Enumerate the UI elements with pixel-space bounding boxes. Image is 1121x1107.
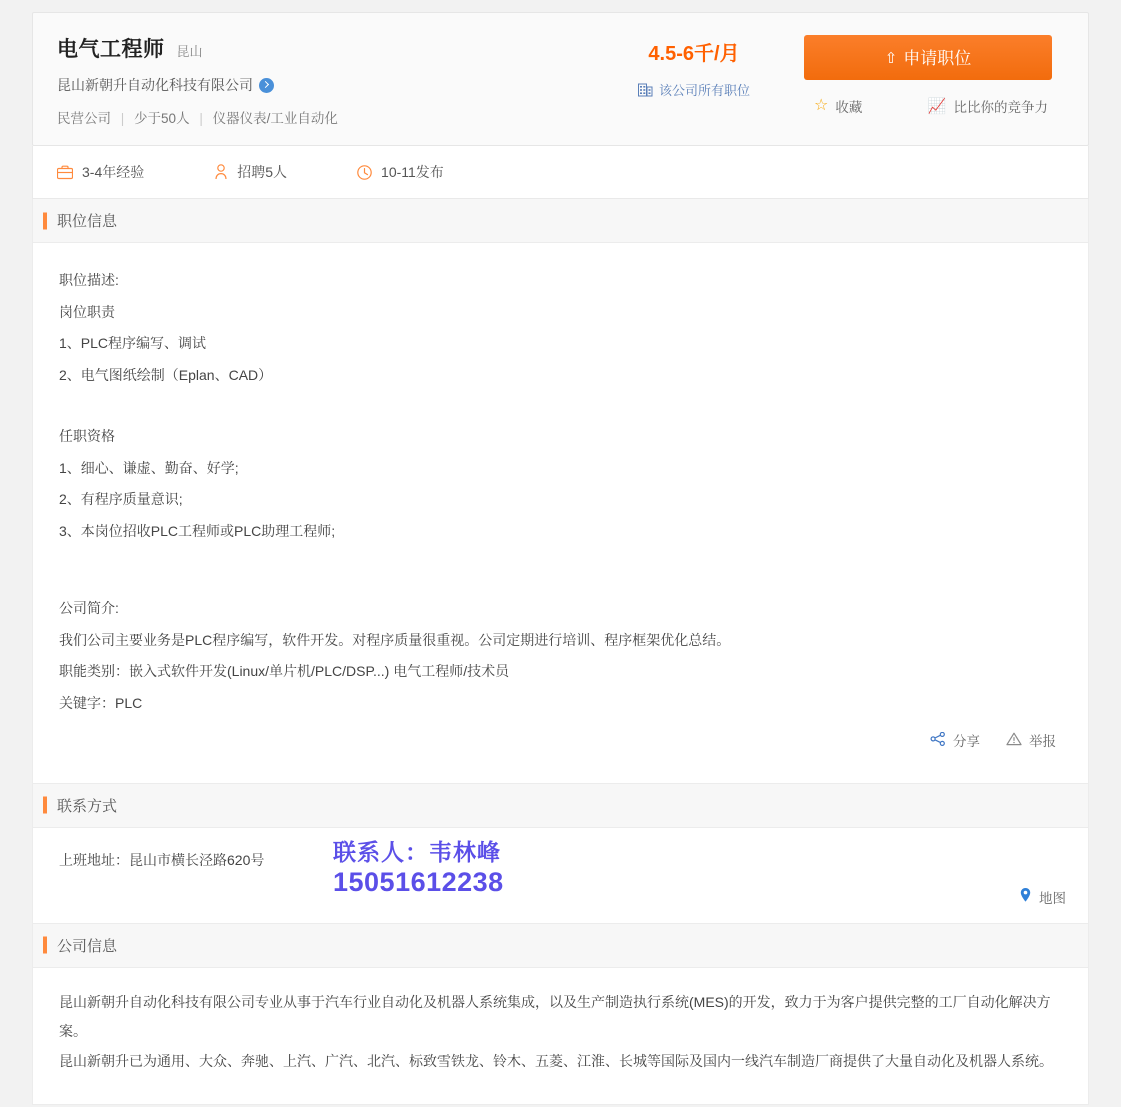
contact-body (32, 828, 1089, 924)
qualification-item: 3、本岗位招收PLC工程师或PLC助理工程师; (59, 522, 336, 539)
company-intro-text: 我们公司主要业务是PLC程序编写，软件开发。对程序质量很重视。公司定期进行培训、程序框架优化总结。 (59, 631, 731, 648)
job-description-footer (59, 719, 1062, 773)
stat-experience (57, 162, 144, 182)
job-header-card (32, 12, 1089, 146)
map-label: 地图 (1039, 890, 1066, 906)
qualification-item: 1、细心、谦虚、勤奋、好学; (59, 459, 239, 476)
description-head: 职位描述: (59, 272, 119, 288)
meta-divider: | (120, 111, 125, 126)
salary-block (584, 33, 804, 99)
briefcase-icon (57, 165, 73, 180)
company-name[interactable]: 昆山新朝升自动化科技有限公司 (57, 77, 253, 93)
share-label: 分享 (953, 733, 980, 749)
stat-experience-label: 3-4年经验 (82, 164, 145, 180)
company-paragraph: 昆山新朝升已为通用、大众、奔驰、上汽、广汽、北汽、标致雪铁龙、铃木、五菱、江淮、长城等国际及国内一线汽车制造厂商提供了大量自动化及机器人系统。 (59, 1052, 1053, 1069)
page-title: 电气工程师 (57, 38, 165, 61)
person-icon (214, 164, 228, 180)
section-header-contact (32, 784, 1089, 828)
company-intro-title: 公司简介: (59, 600, 119, 616)
job-city: 昆山 (176, 44, 203, 59)
meta-divider: | (199, 111, 203, 126)
company-industry: 仪器仪表/工业自动化 (212, 111, 338, 126)
map-button[interactable] (1019, 887, 1066, 907)
section-title-job-info: 职位信息 (57, 213, 118, 230)
function-category-value: 嵌入式软件开发(Linux/单片机/PLC/DSP...) 电气工程师/技术员 (129, 663, 510, 679)
duty-title: 岗位职责 (59, 303, 115, 320)
share-icon (930, 725, 946, 759)
job-stats-bar (32, 146, 1089, 199)
work-address-value: 昆山市横长泾路620号 (129, 851, 265, 868)
stat-headcount (214, 162, 287, 182)
blank-line (59, 391, 1062, 421)
function-category-label: 职能类别： (59, 663, 129, 679)
salary-text: 4.5-6千/月 (648, 43, 740, 65)
duty-item: 1、PLC程序编写、调试 (59, 335, 207, 351)
all-company-jobs-link[interactable] (584, 80, 804, 99)
clock-icon (357, 165, 372, 180)
keyword-row (59, 688, 1062, 720)
qualification-title: 任职资格 (59, 428, 115, 444)
building-icon (638, 83, 653, 97)
blank-line (59, 547, 1062, 593)
share-button[interactable] (930, 725, 980, 759)
stat-publish-date (357, 162, 444, 182)
title-row (57, 33, 584, 63)
favorite-button[interactable] (814, 96, 862, 116)
job-actions (804, 33, 1064, 116)
keyword-label: 关键字： (59, 694, 115, 711)
function-category-row (59, 656, 1062, 688)
apply-button[interactable] (804, 35, 1052, 80)
report-label: 举报 (1029, 733, 1056, 749)
job-description-body (32, 243, 1089, 784)
company-nature: 民营公司 (57, 111, 111, 126)
section-header-company-info (32, 924, 1089, 968)
work-address-label: 上班地址： (59, 851, 129, 868)
map-pin-icon (1019, 887, 1032, 906)
section-header-job-info (32, 199, 1089, 243)
bar-chart-icon: 📈 (927, 97, 947, 115)
job-summary (57, 33, 584, 127)
section-title-company-info: 公司信息 (57, 937, 118, 955)
warning-triangle-icon (1006, 725, 1022, 759)
section-title-contact: 联系方式 (57, 797, 118, 815)
keyword-value: PLC (115, 694, 143, 711)
contact-phone-overlay: 15051612238 (333, 866, 504, 897)
competitiveness-label: 比比你的竞争力 (953, 100, 1048, 115)
qualification-item: 2、有程序质量意识; (59, 491, 183, 507)
stat-publish-date-label: 10-11发布 (381, 164, 444, 180)
competitiveness-button[interactable] (928, 96, 1048, 116)
star-icon: ☆ (814, 97, 829, 114)
company-paragraph: 昆山新朝升自动化科技有限公司专业从事于汽车行业自动化及机器人系统集成，以及生产制造执行系统(MES)的开发，致力于为客户提供完整的工厂自动化解决方案。 (59, 993, 1051, 1040)
secondary-actions (804, 96, 1064, 116)
all-company-jobs-label: 该公司所有职位 (658, 83, 750, 98)
company-meta (57, 107, 584, 127)
report-button[interactable] (1006, 725, 1056, 759)
company-info-body (32, 968, 1089, 1105)
favorite-label: 收藏 (835, 100, 863, 115)
company-size: 少于50人 (134, 111, 190, 126)
stat-headcount-label: 招聘5人 (237, 164, 288, 180)
upload-arrow-icon: ⇧ (884, 50, 898, 67)
arrow-right-circle-icon[interactable] (259, 78, 274, 93)
contact-person-overlay: 联系人：韦林峰 (333, 838, 501, 865)
contact-overlay (333, 838, 504, 899)
apply-button-label: 申请职位 (903, 49, 972, 68)
duty-item: 2、电气图纸绘制（Eplan、CAD） (59, 366, 273, 383)
company-row[interactable] (57, 75, 584, 95)
